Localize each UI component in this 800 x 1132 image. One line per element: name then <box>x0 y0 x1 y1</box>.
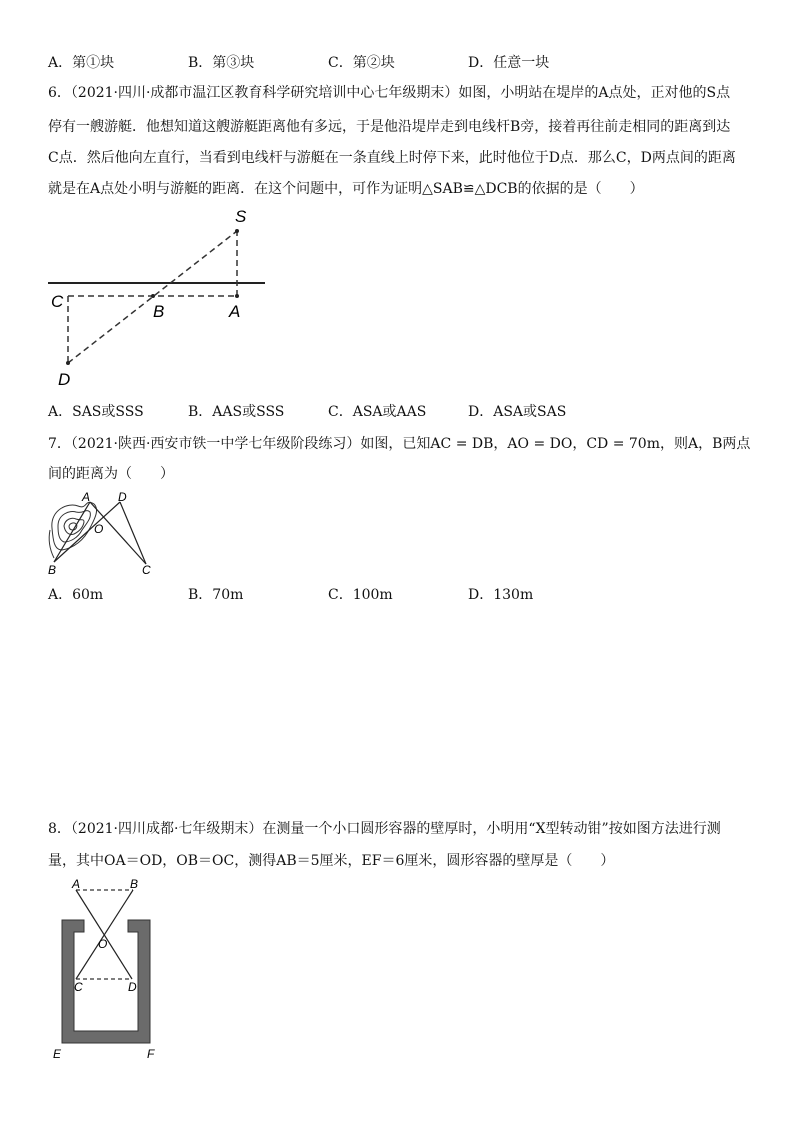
label-b: B <box>130 877 139 891</box>
q6-option-c: C．ASA或AAS <box>328 404 427 420</box>
q7-stem-line-1: 7．（2021·陕西·西安市铁一中学七年级阶段练习）如图，已知AC = DB，AO = DO，CD = 70m，则A，B两点 <box>48 436 751 452</box>
label-a: A <box>72 877 81 891</box>
q7-option-d: D．130m <box>468 587 534 603</box>
label-s: S <box>235 207 247 226</box>
q5-option-b: B．第③块 <box>188 55 255 71</box>
label-f: F <box>147 1047 155 1061</box>
q6-option-d: D．ASA或SAS <box>468 404 567 420</box>
label-o: O <box>98 937 108 951</box>
label-d: D <box>128 980 137 994</box>
label-e: E <box>53 1047 62 1061</box>
q5-option-c: C．第②块 <box>328 55 395 71</box>
q6-option-b: B．AAS或SSS <box>188 404 285 420</box>
segment-dc <box>120 502 146 564</box>
q5-option-d: D．任意一块 <box>468 55 550 71</box>
label-a: A <box>229 302 241 321</box>
label-d: D <box>58 370 71 389</box>
q8-stem-line-1: 8．（2021·四川成都·七年级期末）在测量一个小口圆形容器的壁厚时，小明用“X型转动钳”按如图方法进行测 <box>48 821 721 837</box>
q6-stem-line-4: 就是在A点处小明与游艇的距离．在这个问题中，可作为证明△SAB≌△DCB的依据的是（ ） <box>48 181 644 197</box>
label-d: D <box>118 490 127 504</box>
q6-stem-line-2: 停有一艘游艇．他想知道这艘游艇距离他有多远，于是他沿堤岸走到电线杆B旁，接着再往前走相同的距离到达 <box>48 119 731 135</box>
q7-option-b: B．70m <box>188 587 244 603</box>
q6-figure <box>40 200 280 390</box>
q7-stem-line-2: 间的距离为（ ） <box>48 466 174 482</box>
q7-option-c: C．100m <box>328 587 393 603</box>
q7-option-a: A．60m <box>48 587 104 603</box>
label-a: A <box>82 490 91 504</box>
label-o: O <box>94 522 104 536</box>
label-b: B <box>48 563 57 576</box>
label-c: C <box>142 563 151 576</box>
q5-option-a: A．第①块 <box>48 55 115 71</box>
q8-stem-line-2: 量，其中OA＝OD，OB＝OC，测得AB＝5厘米，EF＝6厘米，圆形容器的壁厚是（ ） <box>48 853 615 869</box>
q6-option-a: A．SAS或SSS <box>48 404 144 420</box>
label-c: C <box>74 980 83 994</box>
label-c: C <box>51 292 64 311</box>
q6-stem-line-3: C点．然后他向左直行，当看到电线杆与游艇在一条直线上时停下来，此时他位于D点．那么C，D两点间的距离 <box>48 150 736 166</box>
q8-figure <box>46 874 176 1064</box>
q7-figure <box>44 488 164 576</box>
q6-stem-line-1: 6．（2021·四川·成都市温江区教育科学研究培训中心七年级期末）如图，小明站在堤岸的A点处，正对他的S点 <box>48 85 731 101</box>
label-b: B <box>153 302 165 321</box>
